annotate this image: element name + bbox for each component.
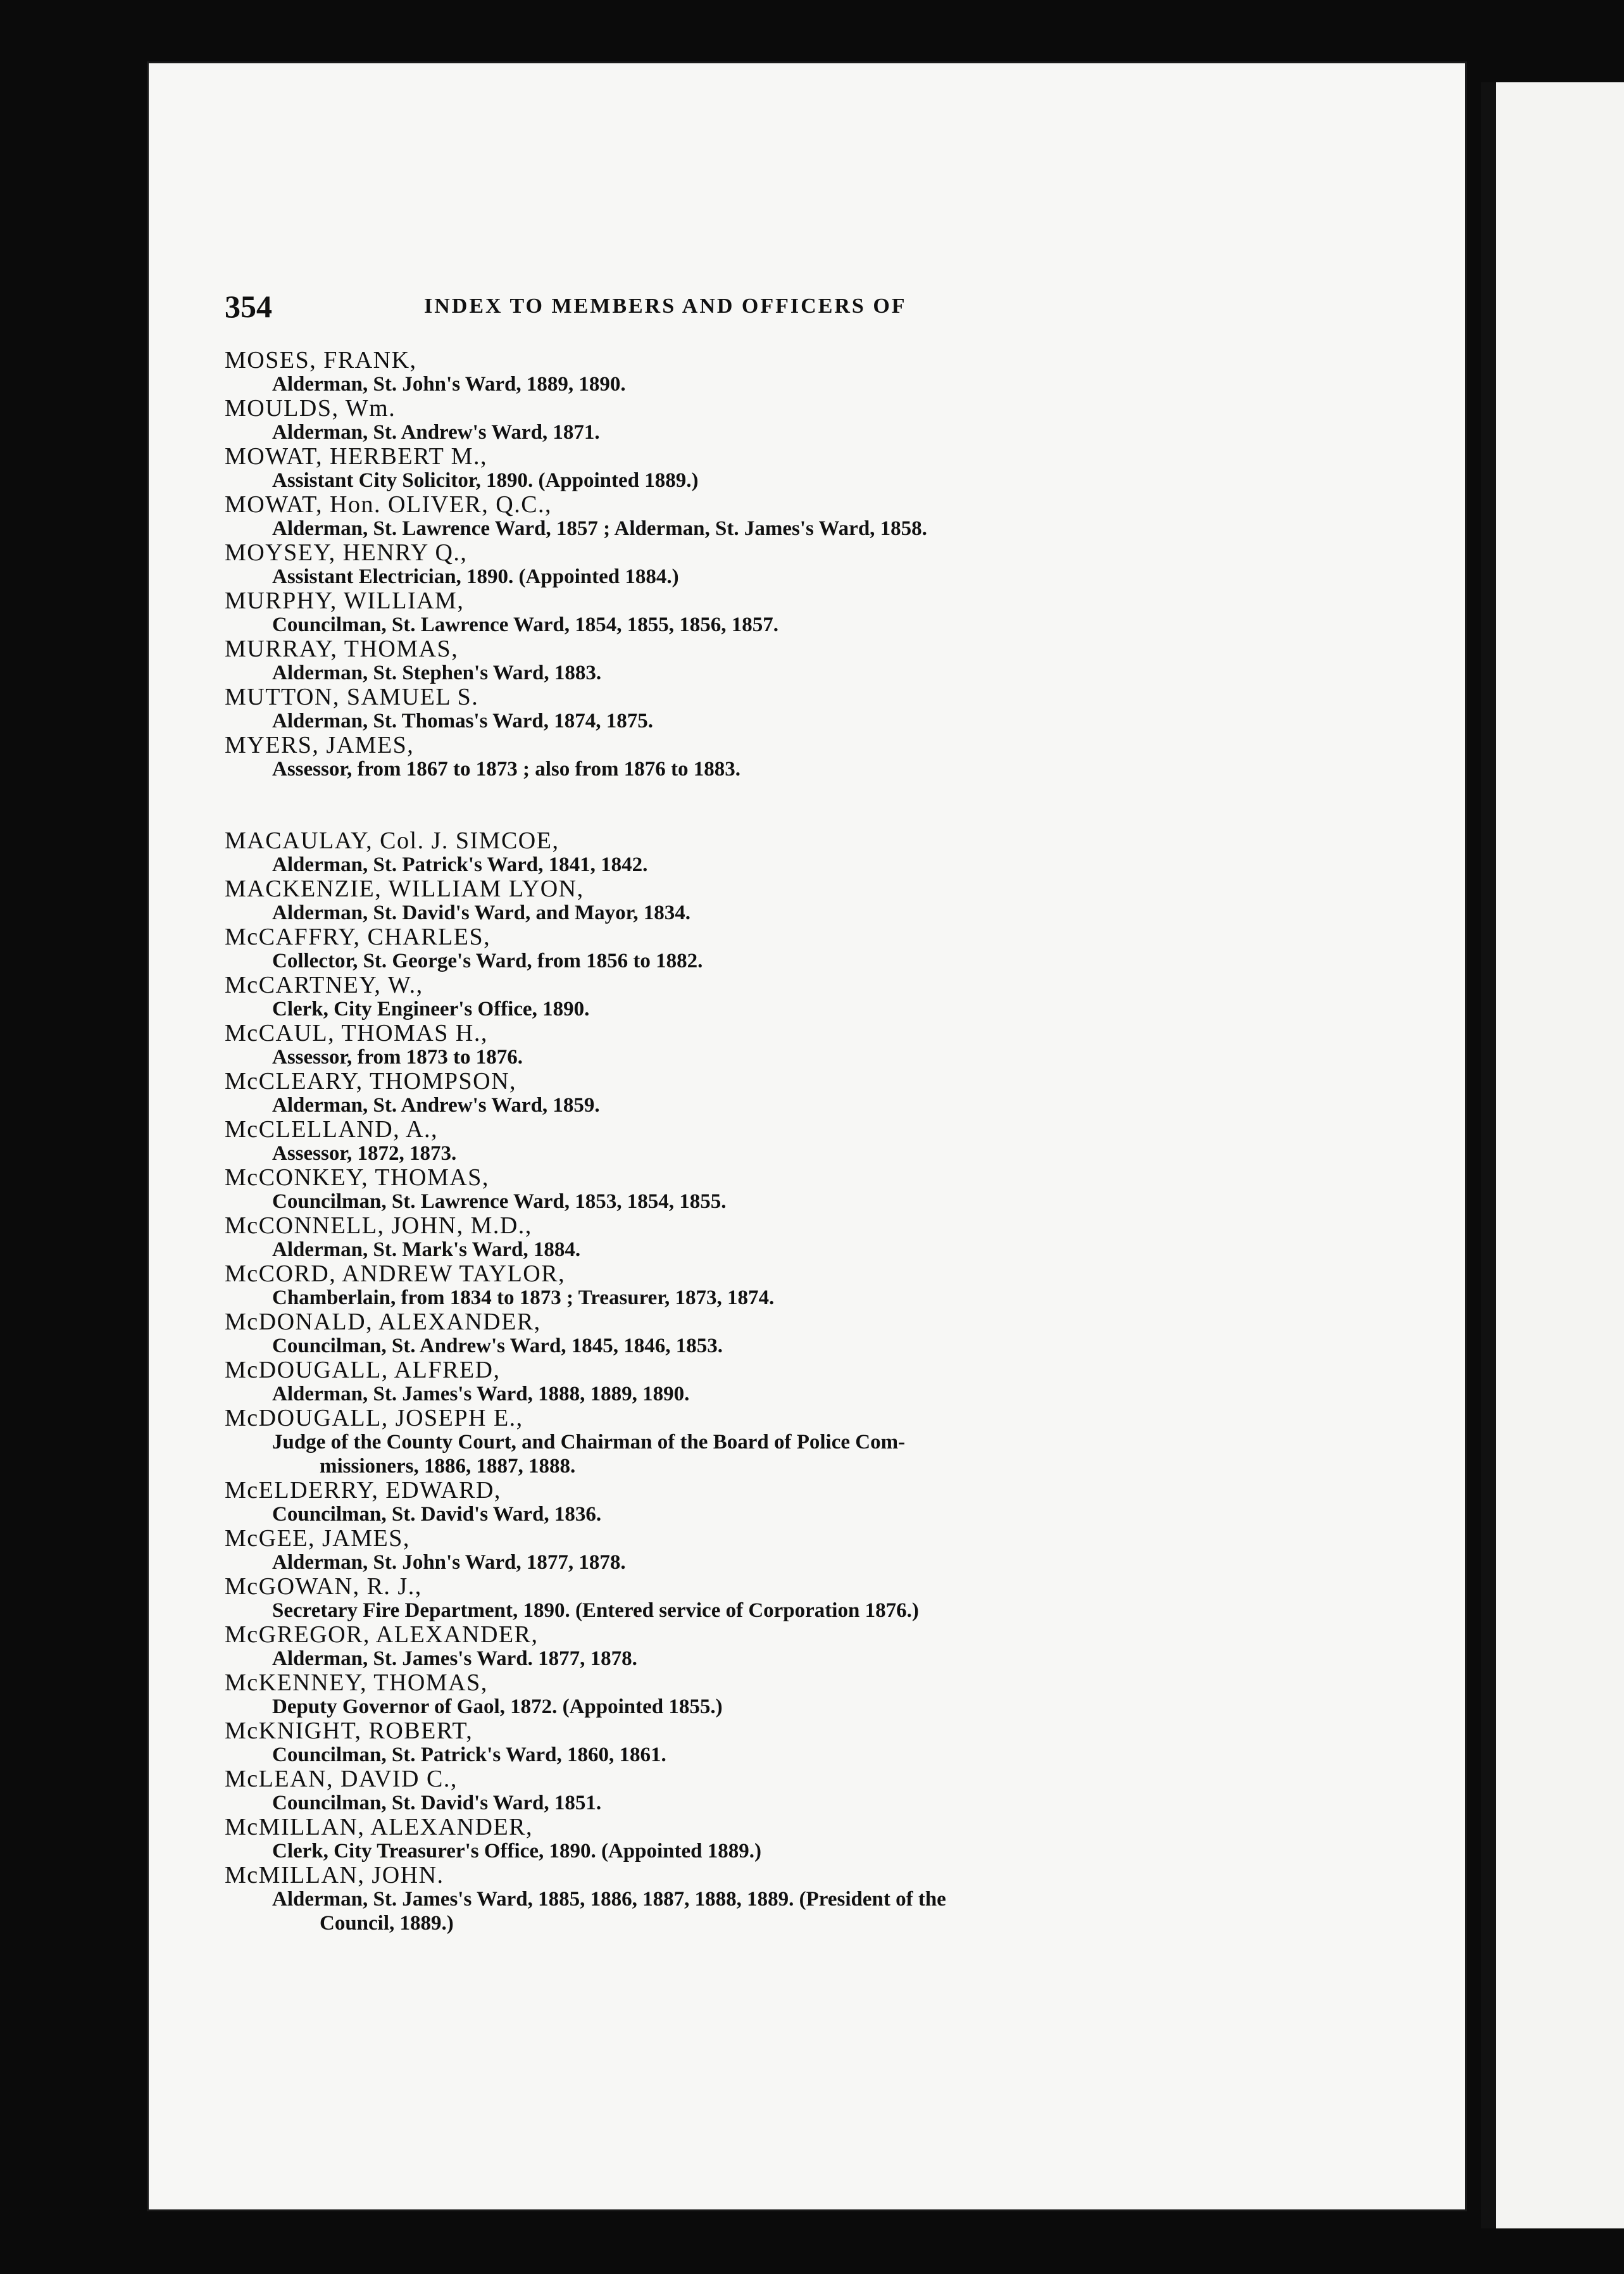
index-entry <box>225 1478 1313 1526</box>
section-mc-entries <box>225 829 1313 1935</box>
entry-name: MYERS, JAMES, <box>225 732 415 758</box>
index-entry <box>225 1069 1313 1117</box>
index-entry <box>225 1358 1313 1406</box>
entry-detail: Councilman, St. Patrick's Ward, 1860, 1861. <box>272 1743 666 1766</box>
entry-name: McCORD, ANDREW TAYLOR, <box>225 1260 566 1287</box>
index-entry <box>225 1815 1313 1863</box>
entry-name: McMILLAN, JOHN. <box>225 1862 444 1888</box>
entry-detail: Alderman, St. Thomas's Ward, 1874, 1875. <box>272 710 654 732</box>
index-entry <box>225 1262 1313 1310</box>
entry-name: McCONNELL, JOHN, M.D., <box>225 1212 532 1239</box>
index-entries <box>225 348 1313 1935</box>
entry-name: MACKENZIE, WILLIAM LYON, <box>225 876 584 902</box>
entry-name: McCONKEY, THOMAS, <box>225 1164 489 1191</box>
entry-name: McCAFFRY, CHARLES, <box>225 924 491 950</box>
index-entry <box>225 1623 1313 1671</box>
entry-name: McLEAN, DAVID C., <box>225 1766 458 1792</box>
entry-detail: Judge of the County Court, and Chairman of the Board of Police Com- <box>272 1431 906 1454</box>
entry-name: McDOUGALL, JOSEPH E., <box>225 1405 523 1431</box>
index-entry <box>225 733 1313 781</box>
page-header <box>225 288 1111 326</box>
entry-detail: Alderman, St. Andrew's Ward, 1871. <box>272 421 600 444</box>
entry-name: MOYSEY, HENRY Q., <box>225 539 468 566</box>
entry-detail: Alderman, St. David's Ward, and Mayor, 1834. <box>272 901 690 924</box>
entry-detail: Alderman, St. James's Ward. 1877, 1878. <box>272 1647 637 1670</box>
entry-detail: Alderman, St. James's Ward, 1888, 1889, 1890. <box>272 1383 690 1405</box>
index-entry <box>225 589 1313 637</box>
entry-detail: Alderman, St. Stephen's Ward, 1883. <box>272 662 602 684</box>
entry-detail: Assistant City Solicitor, 1890. (Appointed 1889.) <box>272 469 699 492</box>
entry-detail: Deputy Governor of Gaol, 1872. (Appointed 1855.) <box>272 1695 723 1718</box>
index-entry <box>225 1767 1313 1815</box>
index-entry <box>225 1310 1313 1358</box>
entry-detail: Councilman, St. Andrew's Ward, 1845, 1846, 1853. <box>272 1335 723 1357</box>
entry-name: McCLEARY, THOMPSON, <box>225 1068 517 1095</box>
entry-detail: Councilman, St. Lawrence Ward, 1854, 1855, 1856, 1857. <box>272 613 778 636</box>
entry-name: McELDERRY, EDWARD, <box>225 1477 501 1504</box>
entry-name: McCARTNEY, W., <box>225 972 423 998</box>
entry-detail: Councilman, St. David's Ward, 1851. <box>272 1792 602 1814</box>
entry-detail: Councilman, St. David's Ward, 1836. <box>272 1503 602 1526</box>
index-entry <box>225 877 1313 925</box>
index-entry <box>225 1719 1313 1767</box>
entry-name: McKENNEY, THOMAS, <box>225 1669 488 1696</box>
entry-name: McDONALD, ALEXANDER, <box>225 1309 541 1335</box>
page-number: 354 <box>225 289 272 324</box>
section-m-entries <box>225 348 1313 781</box>
entry-name: MACAULAY, Col. J. SIMCOE, <box>225 827 559 854</box>
entry-detail: Clerk, City Engineer's Office, 1890. <box>272 998 590 1021</box>
index-entry <box>225 1214 1313 1262</box>
entry-detail-continued: Council, 1889.) <box>320 1912 454 1935</box>
index-entry <box>225 637 1313 685</box>
index-entry <box>225 1021 1313 1069</box>
entry-name: McGOWAN, R. J., <box>225 1573 422 1600</box>
entry-detail: Alderman, St. Mark's Ward, 1884. <box>272 1238 581 1261</box>
entry-name: McCLELLAND, A., <box>225 1116 439 1143</box>
index-entry <box>225 1526 1313 1574</box>
entry-detail: Alderman, St. Patrick's Ward, 1841, 1842. <box>272 853 648 876</box>
entry-name: McKNIGHT, ROBERT, <box>225 1718 473 1744</box>
entry-detail: Collector, St. George's Ward, from 1856 to 1882. <box>272 950 703 972</box>
entry-name: MOSES, FRANK, <box>225 347 417 374</box>
index-entry <box>225 1117 1313 1165</box>
section-divider <box>225 781 1313 829</box>
index-entry <box>225 925 1313 973</box>
entry-name: McGREGOR, ALEXANDER, <box>225 1621 539 1648</box>
index-entry <box>225 444 1313 493</box>
index-entry <box>225 973 1313 1021</box>
index-entry <box>225 541 1313 589</box>
entry-detail: Chamberlain, from 1834 to 1873 ; Treasurer, 1873, 1874. <box>272 1286 775 1309</box>
entry-name: McDOUGALL, ALFRED, <box>225 1357 501 1383</box>
entry-detail: Alderman, St. Lawrence Ward, 1857 ; Alderman, St. James's Ward, 1858. <box>272 517 927 540</box>
index-entry <box>225 829 1313 877</box>
entry-detail: Clerk, City Treasurer's Office, 1890. (Appointed 1889.) <box>272 1840 761 1863</box>
entry-name: MURPHY, WILLIAM, <box>225 587 465 614</box>
entry-detail-continued: missioners, 1886, 1887, 1888. <box>320 1455 576 1478</box>
entry-detail: Alderman, St. John's Ward, 1889, 1890. <box>272 373 626 396</box>
entry-detail: Alderman, St. James's Ward, 1885, 1886, 1887, 1888, 1889. (President of the <box>272 1888 946 1911</box>
index-entry <box>225 1863 1313 1935</box>
entry-detail: Alderman, St. Andrew's Ward, 1859. <box>272 1094 600 1117</box>
entry-name: MUTTON, SAMUEL S. <box>225 684 479 710</box>
entry-name: McCAUL, THOMAS H., <box>225 1020 488 1046</box>
index-entry <box>225 1671 1313 1719</box>
index-entry <box>225 493 1313 541</box>
running-head: INDEX TO MEMBERS AND OFFICERS OF <box>424 294 907 318</box>
index-entry <box>225 1406 1313 1478</box>
index-entry <box>225 1574 1313 1623</box>
entry-detail: Assistant Electrician, 1890. (Appointed 1884.) <box>272 565 679 588</box>
entry-name: MURRAY, THOMAS, <box>225 636 459 662</box>
index-entry <box>225 1165 1313 1214</box>
index-entry <box>225 685 1313 733</box>
entry-detail: Assessor, from 1873 to 1876. <box>272 1046 523 1069</box>
entry-name: McMILLAN, ALEXANDER, <box>225 1814 534 1840</box>
entry-name: MOWAT, HERBERT M., <box>225 443 487 470</box>
entry-name: MOULDS, Wm. <box>225 395 396 422</box>
entry-detail: Alderman, St. John's Ward, 1877, 1878. <box>272 1551 626 1574</box>
entry-detail: Secretary Fire Department, 1890. (Entered service of Corporation 1876.) <box>272 1599 919 1622</box>
facing-page-edge <box>1481 82 1624 2228</box>
entry-detail: Assessor, from 1867 to 1873 ; also from 1876 to 1883. <box>272 758 741 781</box>
entry-detail: Councilman, St. Lawrence Ward, 1853, 1854, 1855. <box>272 1190 727 1213</box>
index-entry <box>225 348 1313 396</box>
entry-name: McGEE, JAMES, <box>225 1525 410 1552</box>
entry-detail: Assessor, 1872, 1873. <box>272 1142 457 1165</box>
entry-name: MOWAT, Hon. OLIVER, Q.C., <box>225 491 553 518</box>
index-entry <box>225 396 1313 444</box>
